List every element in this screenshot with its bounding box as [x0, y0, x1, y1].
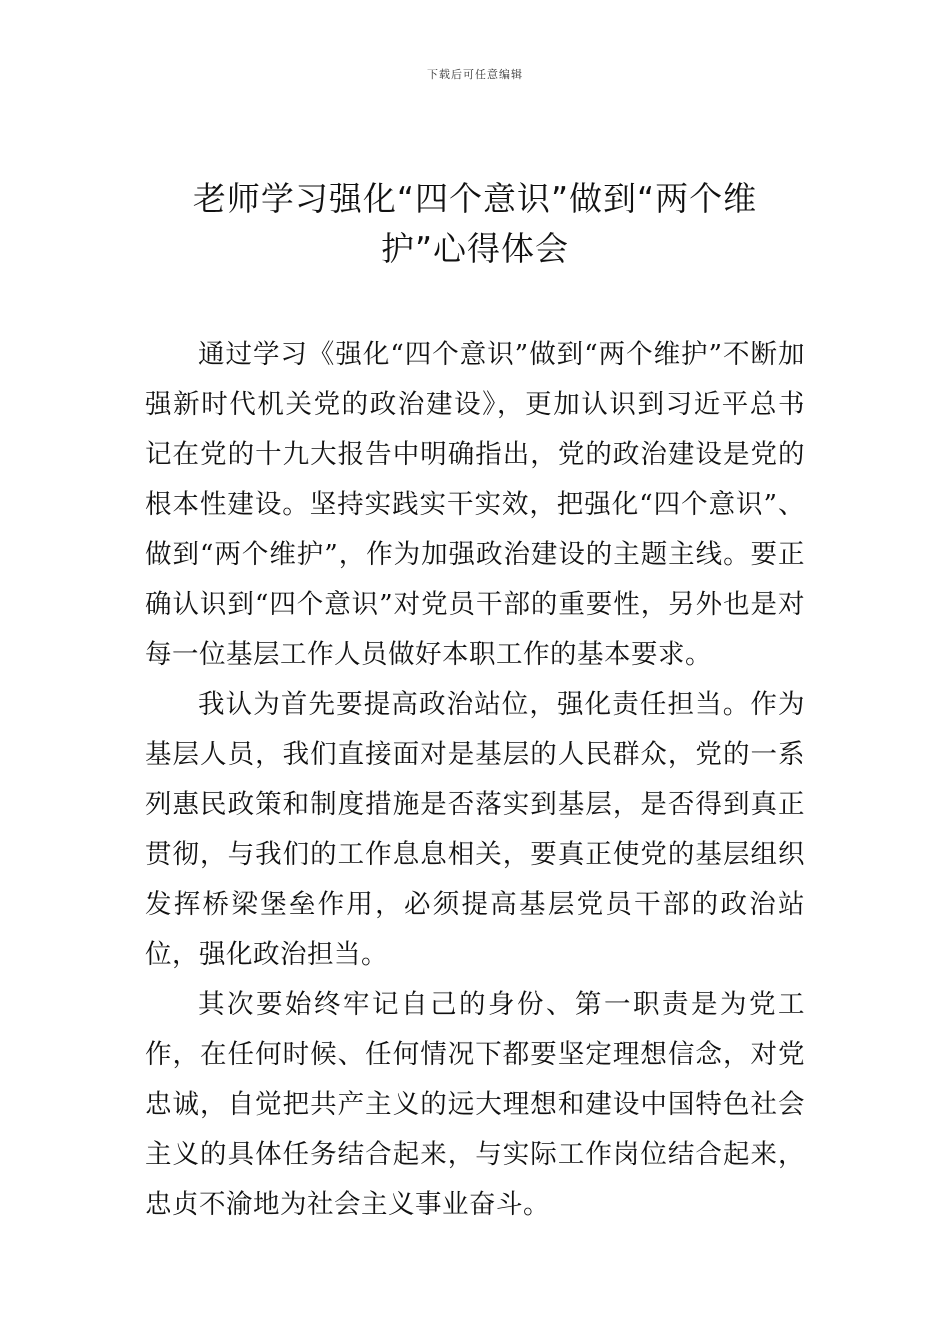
paragraph-2: 我认为首先要提高政治站位，强化责任担当。作为基层人员，我们直接面对是基层的人民群众，党的一系列惠民政策和制度措施是否落实到基层，是否得到真正贯彻，与我们的工作息息相关，要真正使党的基层组织发挥桥梁堡垒作用，必须提高基层党员干部的政治站位，强化政治担当。	[145, 689, 805, 970]
document-title	[145, 174, 805, 274]
document-title-line-2: 护”心得体会	[380, 229, 570, 268]
paragraph-1: 通过学习《强化“四个意识”做到“两个维护”不断加强新时代机关党的政治建设》，更加认识到习近平总书记在党的十九大报告中明确指出，党的政治建设是党的根本性建设。坚持实践实干实效，把强化“四个意识”、做到“两个维护”，作为加强政治建设的主题主线。要正确认识到“四个意识”对党员干部的重要性，另外也是对每一位基层工作人员做好本职工作的基本要求。	[145, 339, 805, 670]
document-title-line-1: 老师学习强化“四个意识”做到“两个维	[192, 179, 758, 218]
document-body	[145, 330, 805, 1230]
paragraph-3: 其次要始终牢记自己的身份、第一职责是为党工作，在任何时候、任何情况下都要坚定理想信念，对党忠诚，自觉把共产主义的远大理想和建设中国特色社会主义的具体任务结合起来，与实际工作岗位结合起来，忠贞不渝地为社会主义事业奋斗。	[145, 989, 805, 1220]
header-note: 下载后可任意编辑	[427, 68, 523, 81]
